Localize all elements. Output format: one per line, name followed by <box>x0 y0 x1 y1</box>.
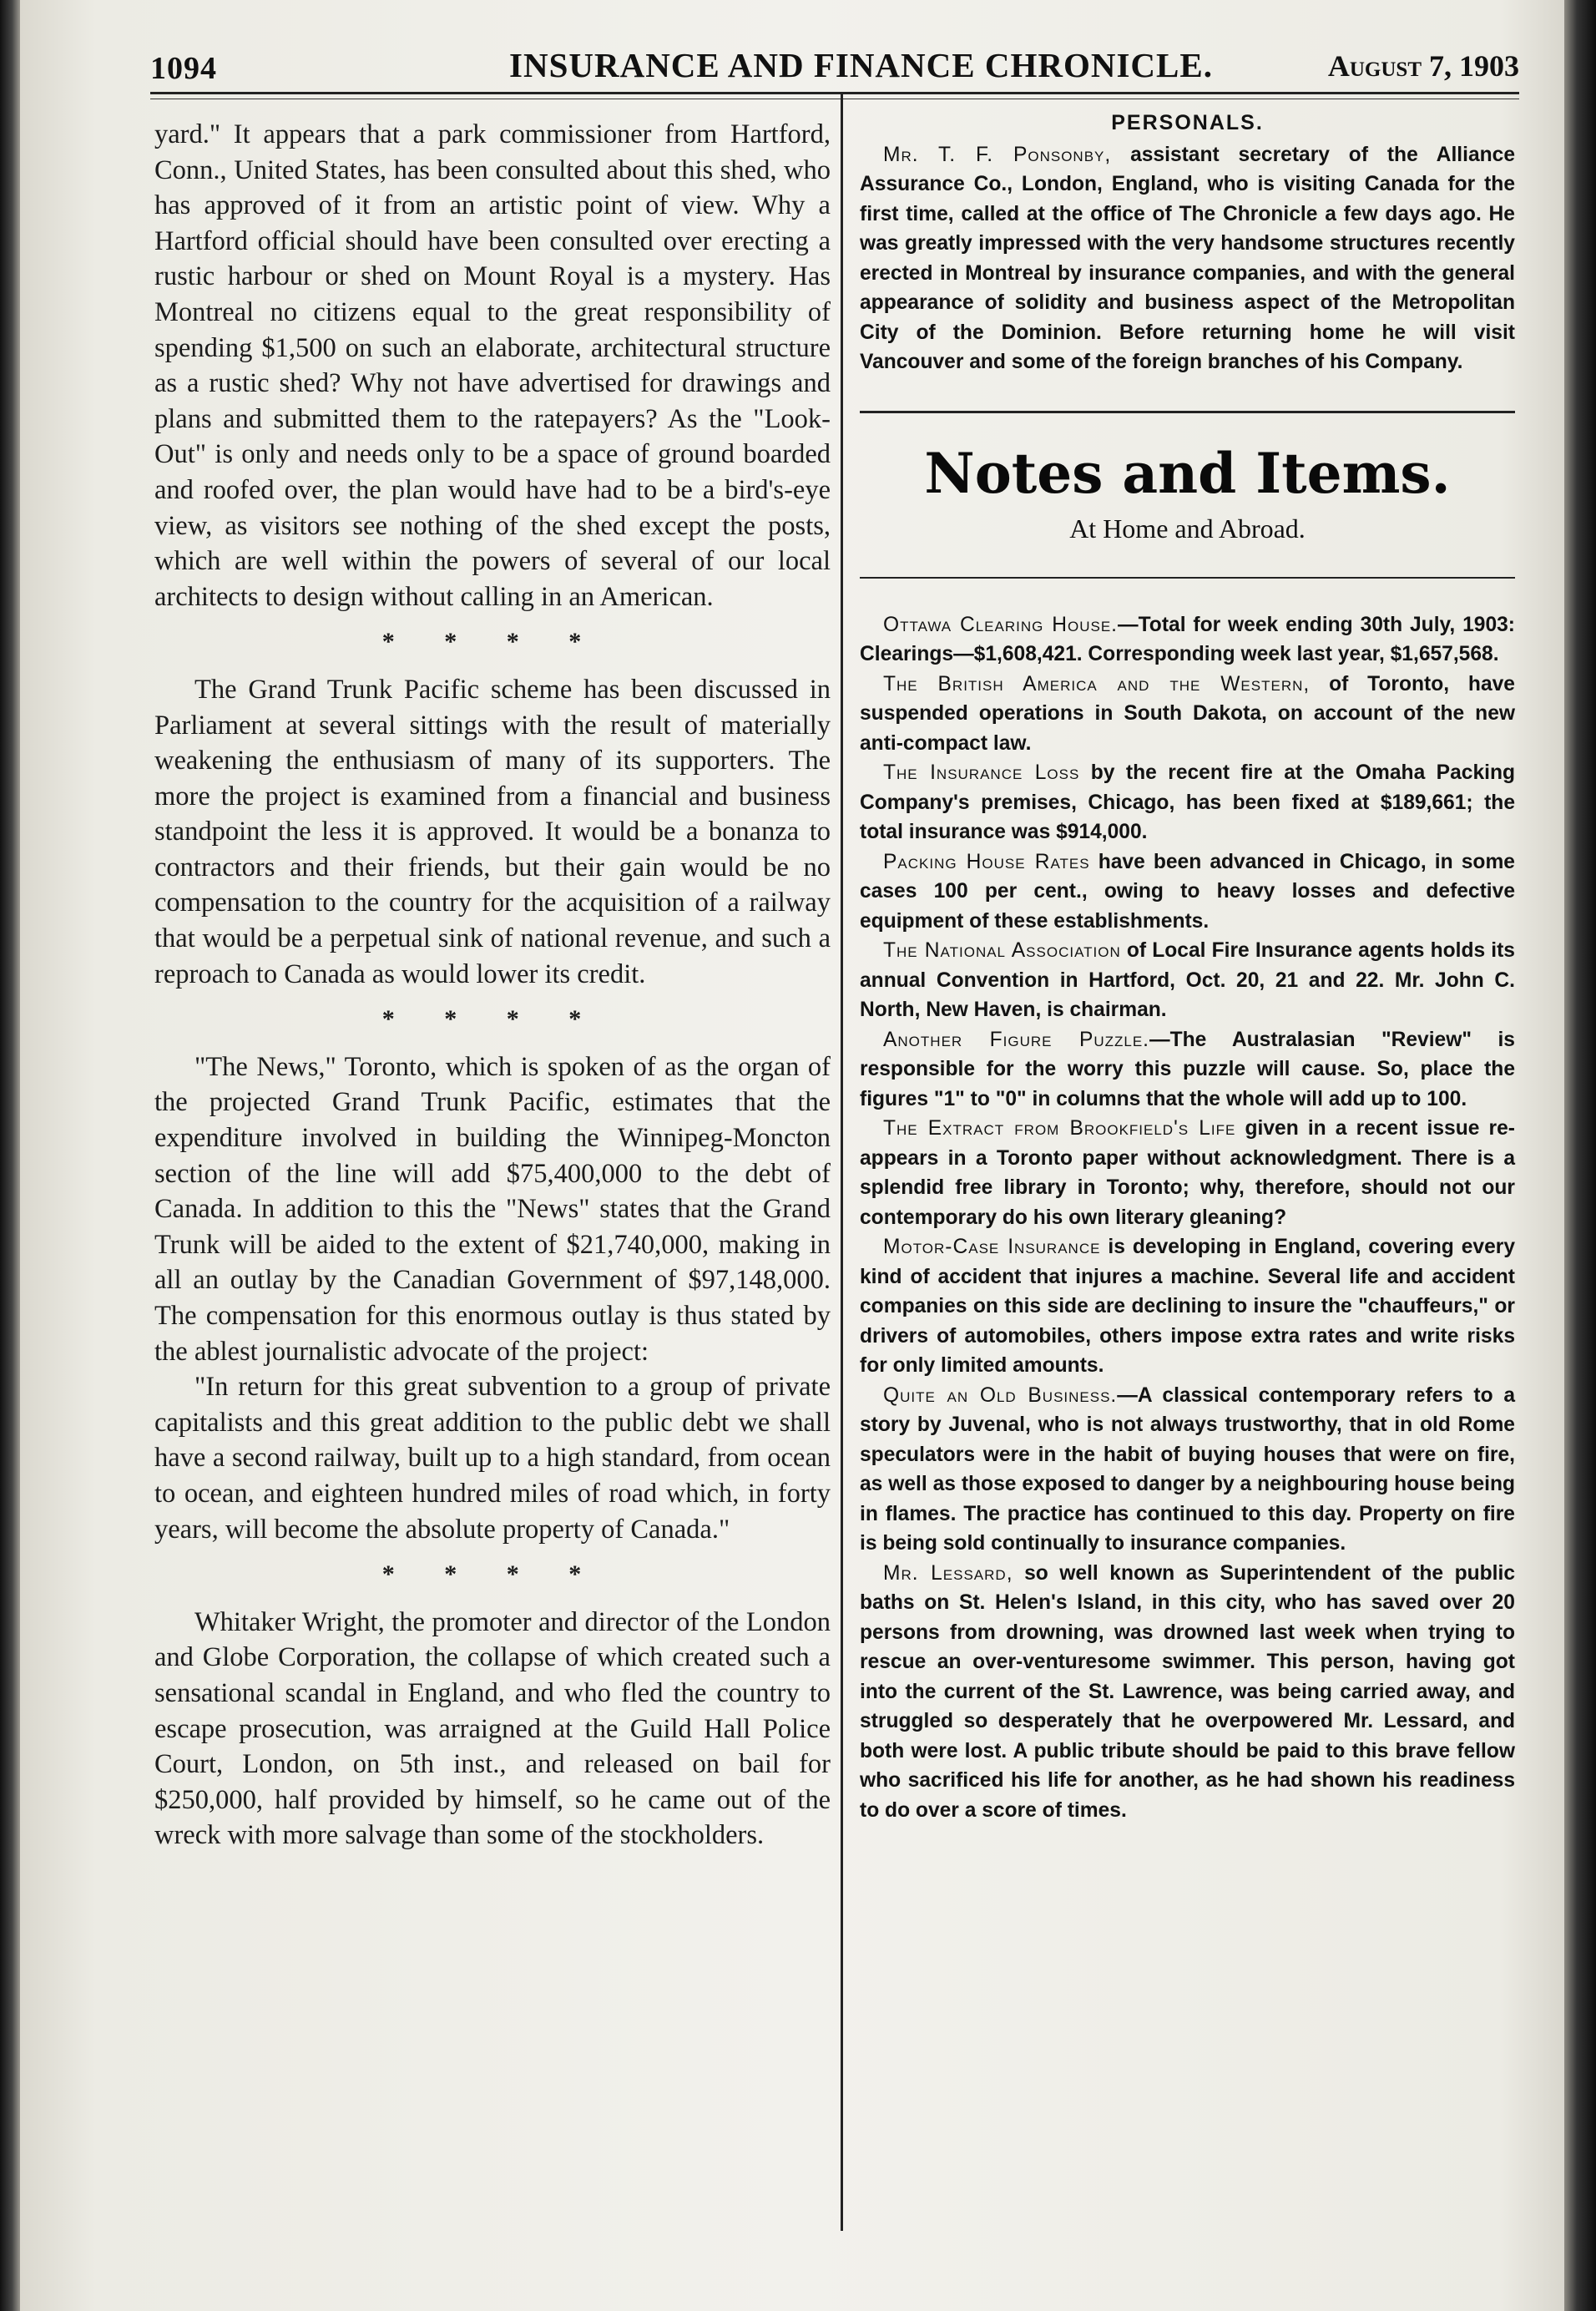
news-item <box>860 1381 1515 1559</box>
news-item-lead: The Extract from Brookfield's Life <box>883 1117 1236 1140</box>
scan-edge-left <box>0 0 20 2311</box>
section-separator: * * * * <box>381 628 604 656</box>
news-item-text: of Toronto, have suspended operations in South Dakota, on account of the new anti-compact law. <box>860 672 1515 755</box>
scan-edge-right <box>1564 0 1596 2311</box>
news-item-text: given in a recent issue re-appears in a Toronto paper without acknowledgment. There is a splendid free library in Toronto; why, therefore, should not our contemporary do his own literary gleaning? <box>860 1117 1515 1229</box>
news-item-text: so well known as Superintendent of the public baths on St. Helen's Island, in this city, who has saved over 20 persons from drowning, was drowned last week when trying to rescue an over-venturesome swimmer. This person, having got into the current of the St. Lawrence, was being carried away, and struggled so desperately that he overpowered Mr. Lessard, and both were lost. A public tribute should be paid to this brave fellow who sacrificed his life for another, as he had shown his readiness to do over a score of times. <box>860 1561 1515 1822</box>
news-item-lead: Quite an Old Business. <box>883 1383 1118 1407</box>
news-item-text: —The Australasian "Review" is responsible for the worry this puzzle will cause. So, place the figures "1" to "0" in columns that the whole will add up to 100. <box>860 1028 1515 1110</box>
news-item-lead: Mr. Lessard, <box>883 1561 1013 1585</box>
section-rule <box>860 577 1515 579</box>
page-header <box>150 40 1519 90</box>
news-item <box>860 758 1515 847</box>
section-separator: * * * * <box>381 1005 604 1034</box>
news-item-lead: The Insurance Loss <box>883 761 1080 784</box>
news-item <box>860 670 1515 759</box>
column-divider <box>841 94 843 2231</box>
news-item <box>860 936 1515 1025</box>
news-item <box>860 847 1515 937</box>
personals-text: assistant secretary of the Alliance Assurance Co., London, England, who is visiting Canada for the first time, called at the office of The Chronicle a few days ago. He was greatly impressed with the very handsome structures recently erected in Montreal by insurance companies, and with the general appearance of solidity and business aspect of the Metropolitan City of the Dominion. Before returning home he will visit Vancouver and some of the foreign branches of his Company. <box>860 143 1515 373</box>
section-rule <box>860 411 1515 413</box>
section-separator: * * * * <box>381 1560 604 1589</box>
news-item-lead: Motor-Case Insurance <box>883 1236 1101 1258</box>
news-item-lead: Ottawa Clearing House. <box>883 613 1119 636</box>
news-item-lead: The British America and the Western, <box>883 672 1311 695</box>
news-item <box>860 1232 1515 1381</box>
news-item <box>860 1559 1515 1826</box>
page-number: 1094 <box>150 51 217 86</box>
right-column <box>860 109 1515 1825</box>
news-item <box>860 610 1515 670</box>
quoted-paragraph: "In return for this great subvention to a group of private capitalists and this great addition to the public debt we shall have a second railway, built up to a high standard, from ocean to ocean, and eighteen hundred miles of road which, in forty years, will become the absolute property of Canada." <box>154 1372 831 1545</box>
news-item-text: —A classical contemporary refers to a story by Juvenal, who is not always trustworthy, that in old Rome speculators were in the habit of buying houses that were on fire, as well as those exposed to danger by a neighbouring house being in flames. The practice has continued to this day. Property on fire is being sold continually to insurance companies. <box>860 1383 1515 1555</box>
news-item-text: is developing in England, covering every kind of accident that injures a machine. Several life and accident companies on this side are declining to insure the "chauffeurs," or drivers of automobiles, others impose extra rates and write risks for only limited amounts. <box>860 1236 1515 1377</box>
notes-subheading: At Home and Abroad. <box>1069 513 1306 544</box>
notes-list <box>860 610 1515 1826</box>
news-item-lead: Packing House Rates <box>883 850 1090 873</box>
news-item-text: —Total for week ending 30th July, 1903: Clearings—$1,608,421. Corresponding week last year, $1,657,568. <box>860 613 1515 665</box>
news-item-lead: Another Figure Puzzle. <box>883 1028 1150 1051</box>
article-paragraph: Whitaker Wright, the promoter and director of the London and Globe Corporation, the collapse of which created such a sensational scandal in England, and who fled the country to escape prosecution, was arraigned at the Guild Hall Police Court, London, on 5th inst., and released on bail for $250,000, half provided by himself, so he came out of the wreck with more salvage than some of the stockholders. <box>154 1606 831 1851</box>
notes-heading: Notes and Items. <box>924 440 1451 506</box>
news-item <box>860 1114 1515 1232</box>
personals-lead: Mr. T. F. Ponsonby, <box>883 143 1112 166</box>
article-paragraph: The Grand Trunk Pacific scheme has been discussed in Parliament at several sittings with the result of materially weakening the enthusiasm of many of its supporters. The more the project is examined from a financial and business standpoint the less it is approved. It would be a bonanza to contractors and their friends, but their gain would be no compensation to the country for the acquisition of a railway that would be a perpetual sink of national revenue, and such a reproach to Canada as would lower its credit. <box>154 674 831 989</box>
personals-heading: PERSONALS. <box>1111 111 1264 134</box>
news-item-lead: The National Association <box>883 939 1121 962</box>
article-paragraph: "The News," Toronto, which is spoken of as the organ of the projected Grand Trunk Pacific, estimates that the expenditure involved in building the Winnipeg-Moncton section of the line will add $75,400,000 to the debt of Canada. In addition to this the "News" states that the Grand Trunk will be aided to the extent of $21,740,000, making in all an outlay by the Canadian Government of $97,148,000. The compensation for this enormous outlay is thus stated by the ablest journalistic advocate of the project: <box>154 1051 831 1367</box>
news-item-text: of Local Fire Insurance agents holds its annual Convention in Hartford, Oct. 20, 21 and 22. Mr. John C. North, New Haven, is chairman. <box>860 939 1515 1021</box>
publication-title: INSURANCE AND FINANCE CHRONICLE. <box>509 46 1213 84</box>
personals-paragraph <box>860 140 1515 377</box>
news-item-text: by the recent fire at the Omaha Packing Company's premises, Chicago, has been fixed at $189,661; the total insurance was $914,000. <box>860 761 1516 843</box>
news-item <box>860 1025 1515 1115</box>
article-paragraph: yard." It appears that a park commissioner from Hartford, Conn., United States, has been consulted about this shed, who has approved of it from an artistic point of view. Why a Hartford official should have been consulted over erecting a rustic harbour or shed on Mount Royal is a mystery. Has Montreal no citizens equal to the great responsibility of spending $1,500 on such an elaborate, architectural structure as a rustic shed? Why not have advertised for drawings and plans and submitted them to the ratepayers? As the "Look-Out" is only and needs only to be a space of ground boarded and roofed over, the plan would have had to be a bird's-eye view, as visitors see nothing of the shed except the posts, which are well within the powers of several of our local architects to design without calling in an American. <box>154 119 831 612</box>
left-column <box>154 117 831 1853</box>
news-item-text: have been advanced in Chicago, in some cases 100 per cent., owing to heavy losses and defective equipment of these establishments. <box>860 850 1515 933</box>
header-rule <box>150 92 1519 94</box>
issue-date: August 7, 1903 <box>1327 49 1519 83</box>
